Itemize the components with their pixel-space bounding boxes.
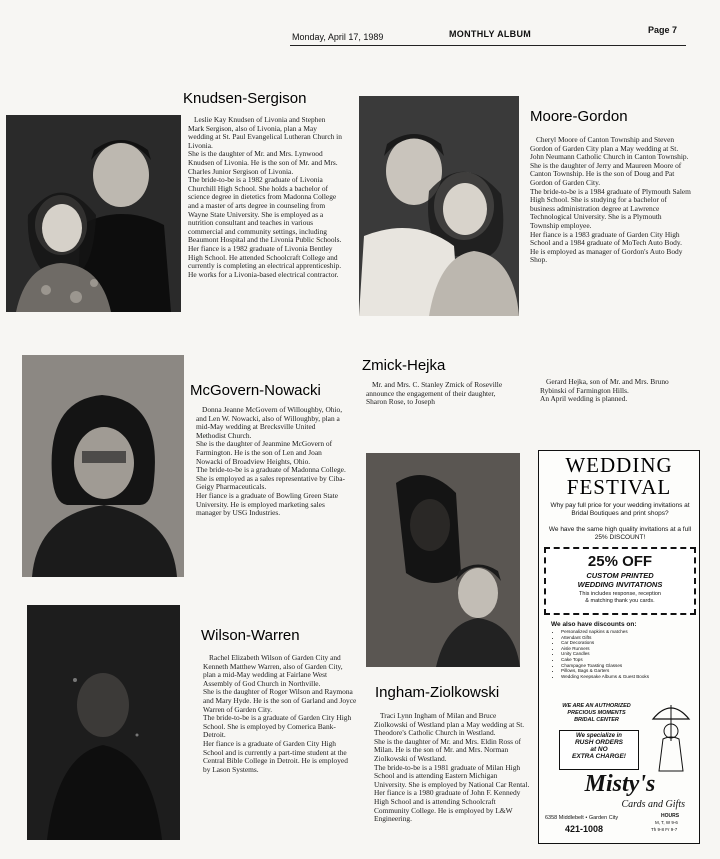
- discount-item: • Cake Tops: [561, 657, 656, 663]
- moore-gordon-title: Moore-Gordon: [530, 108, 628, 125]
- hours-line2: Th 9-8 Fr 9-7: [651, 827, 678, 832]
- coupon-line4: & matching thank you cards.: [585, 598, 655, 604]
- moore-gordon-text: Cheryl Moore of Canton Township and Steven Gordon of Garden City plan a May wedding at St. John Neumann Catholic Church in Canton Township. She is the daughter of Jerry and Maureen Moore of Canton Township. He is the son of Doug and Pat Gordon of Garden City. The bride-to-be is a 1984 graduate of Plymouth Salem High School. She is studying for a bachelor of business administration degree at Lawrence Technological University. She is a Plymouth Township employee. Her fiance is a 1983 graduate of Garden City High School and a 1984 graduate of MoTech Auto Body. He is employed as manager of Gordon's Auto Body Shop.: [530, 135, 691, 265]
- ad-title-line2: FESTIVAL: [566, 475, 672, 499]
- page-number: Page 7: [648, 25, 678, 35]
- discount-item: • Pillows, Bags & Garters: [561, 668, 656, 674]
- ingham-ziolkowski-body: [374, 712, 530, 824]
- mcgovern-nowacki-photo: [22, 355, 184, 577]
- knudsen-sergison-body: [188, 116, 342, 279]
- header-rule: [290, 45, 686, 46]
- zmick-hejka-body-left: [366, 381, 516, 407]
- hours-line1: M, T, W 9-6: [655, 820, 678, 825]
- discount-item: • Car Decorations: [561, 640, 656, 646]
- store-phone: 421-1008: [565, 824, 604, 834]
- wilson-warren-text: Rachel Elizabeth Wilson of Garden City and Kenneth Matthew Warren, also of Garden City, plan a mid-May wedding at Fairlane West Assembly of God Church in Northville. She is the daughter of Roger Wilson and Raymona and Mary Hyde. He is the son of Garland and Joyce Warren of Garden City. The bride-to-be is a graduate of Garden City High School. She is employed by Comerica Bank-Detroit. Her fiance is a graduate of Garden City High School and is currently a part-time student at the Central Bible College in Detroit. He is employed by Lason Systems.: [203, 653, 357, 774]
- discount-item: • Personalized napkins & matches: [561, 629, 656, 635]
- ad-intro-2: We have the same high quality invitations at a full 25% DISCOUNT!: [548, 526, 692, 541]
- mcgovern-nowacki-body: [196, 406, 346, 518]
- authorized-line2: PRECIOUS MOMENTS: [567, 710, 626, 716]
- ad-intro: Why pay full price for your wedding invitations at Bridal Boutiques and print shops?: [550, 502, 690, 517]
- rush-line3: at NO: [590, 746, 608, 753]
- issue-date: Monday, April 17, 1989: [292, 32, 384, 42]
- rush-line4: EXTRA CHARGE!: [572, 753, 626, 760]
- moore-gordon-photo: [359, 96, 519, 316]
- authorized-line1: WE ARE AN AUTHORIZED: [562, 703, 631, 709]
- wilson-warren-body: [203, 654, 357, 774]
- zmick-hejka-body-right: [540, 378, 690, 404]
- coupon-line2: WEDDING INVITATIONS: [577, 580, 663, 589]
- discount-item: • Aisle Runners: [561, 646, 656, 652]
- discount-item: • Champagne Toasting Glasses: [561, 663, 656, 669]
- zmick-hejka-text-left: Mr. and Mrs. C. Stanley Zmick of Roseville announce the engagement of their daughter, Sharon Rose, to Joseph: [366, 380, 503, 407]
- section-name: MONTHLY ALBUM: [449, 29, 532, 39]
- discount-coupon: [544, 547, 696, 615]
- ad-title-line1: WEDDING: [565, 453, 673, 477]
- discount-item: • Attendant Gifts: [561, 635, 656, 641]
- mcgovern-nowacki-text: Donna Jeanne McGovern of Willoughby, Ohio, and Len W. Nowacki, also of Willoughby, plan a mid-May wedding at Brecksville United Methodist Church. She is the daughter of Jeanmine McGovern of Farmington. He is the son of Len and Joan Nowacki of Broadview Heights, Ohio. The bride-to-be is a graduate of Madonna College. She is employed as a sales representative by Ciba-Geigy Pharmaceuticals. Her fiance is a graduate of Bowling Green State University. He is employed marketing sales manager by USG Industries.: [196, 405, 346, 518]
- discounts-heading: We also have discounts on:: [551, 621, 637, 628]
- authorized-line3: BRIDAL CENTER: [574, 717, 619, 723]
- wilson-warren-title: Wilson-Warren: [201, 627, 300, 644]
- knudsen-sergison-photo: [6, 115, 181, 312]
- rush-orders-box: [559, 730, 639, 770]
- ingham-ziolkowski-title: Ingham-Ziolkowski: [375, 684, 500, 701]
- discount-item: • Unity Candles: [561, 651, 656, 657]
- wedding-festival-ad: [538, 450, 700, 844]
- precious-moments-figure-icon: [649, 701, 693, 773]
- store-address: 6358 Middlebelt • Garden City: [545, 815, 619, 821]
- discounts-list: [553, 629, 656, 679]
- mcgovern-nowacki-title: McGovern-Nowacki: [190, 382, 321, 399]
- zmick-hejka-title: Zmick-Hejka: [362, 357, 446, 374]
- zmick-hejka-text-right: Gerard Hejka, son of Mr. and Mrs. Bruno Rybinski of Farmington Hills. An April wedding is planned.: [540, 377, 669, 404]
- mistys-logo: Misty's: [584, 771, 656, 797]
- coupon-line1: CUSTOM PRINTED: [586, 571, 654, 580]
- wilson-warren-photo: [27, 605, 180, 840]
- coupon-line3: This includes response, reception: [579, 591, 661, 597]
- knudsen-sergison-text: Leslie Kay Knudsen of Livonia and Stephen Mark Sergison, also of Livonia, plan a May wedding at St. Paul Evangelical Lutheran Church in Livonia. She is the daughter of Mr. and Mrs. Lynwood Knudsen of Livonia. He is the son of Mr. and Mrs. Charles Junior Sergison of Livonia. The bride-to-be is a 1982 graduate of Livonia Churchill High School. She holds a bachelor of science degree in dietetics from Madonna College and a master of arts degree in counseling from Wayne State University. She is employed as a nutrition consultant and teaches in various commercial and community settings, including Beaumont Hospital and the Livonia Public Schools. Her fiance is a 1982 graduate of Livonia Bentley High School. He attended Schoolcraft College and currently is completing an electrical apprenticeship. He works for a Livonia-based electrical contractor.: [188, 115, 342, 279]
- hours-heading: HOURS: [661, 813, 680, 819]
- ingham-ziolkowski-photo: [366, 453, 520, 667]
- rush-line1: We specialize in: [576, 733, 622, 739]
- mistys-logo-sub: Cards and Gifts: [621, 799, 685, 810]
- knudsen-sergison-title: Knudsen-Sergison: [183, 90, 307, 107]
- moore-gordon-body: [530, 136, 692, 265]
- coupon-percent: 25% OFF: [587, 553, 653, 570]
- discount-item: • Wedding Keepsake Albums & Guest Books: [561, 674, 656, 680]
- ingham-ziolkowski-text: Traci Lynn Ingham of Milan and Bruce Ziolkowski of Westland plan a May wedding at St. Theodore's Catholic Church in Westland. She is the daughter of Mr. and Mrs. Eldin Ross of Milan. He is the son of Mr. and Mrs. Norman Ziolkowski of Westland. The bride-to-be is a 1981 graduate of Milan High School and is attending Eastern Michigan University. She is employed by National Car Rental. Her fiance is a 1980 graduate of John F. Kennedy High School and is attending Schoolcraft Community College. He is employed by L&W Engineering.: [374, 711, 530, 824]
- rush-line2: RUSH ORDERS: [574, 739, 624, 746]
